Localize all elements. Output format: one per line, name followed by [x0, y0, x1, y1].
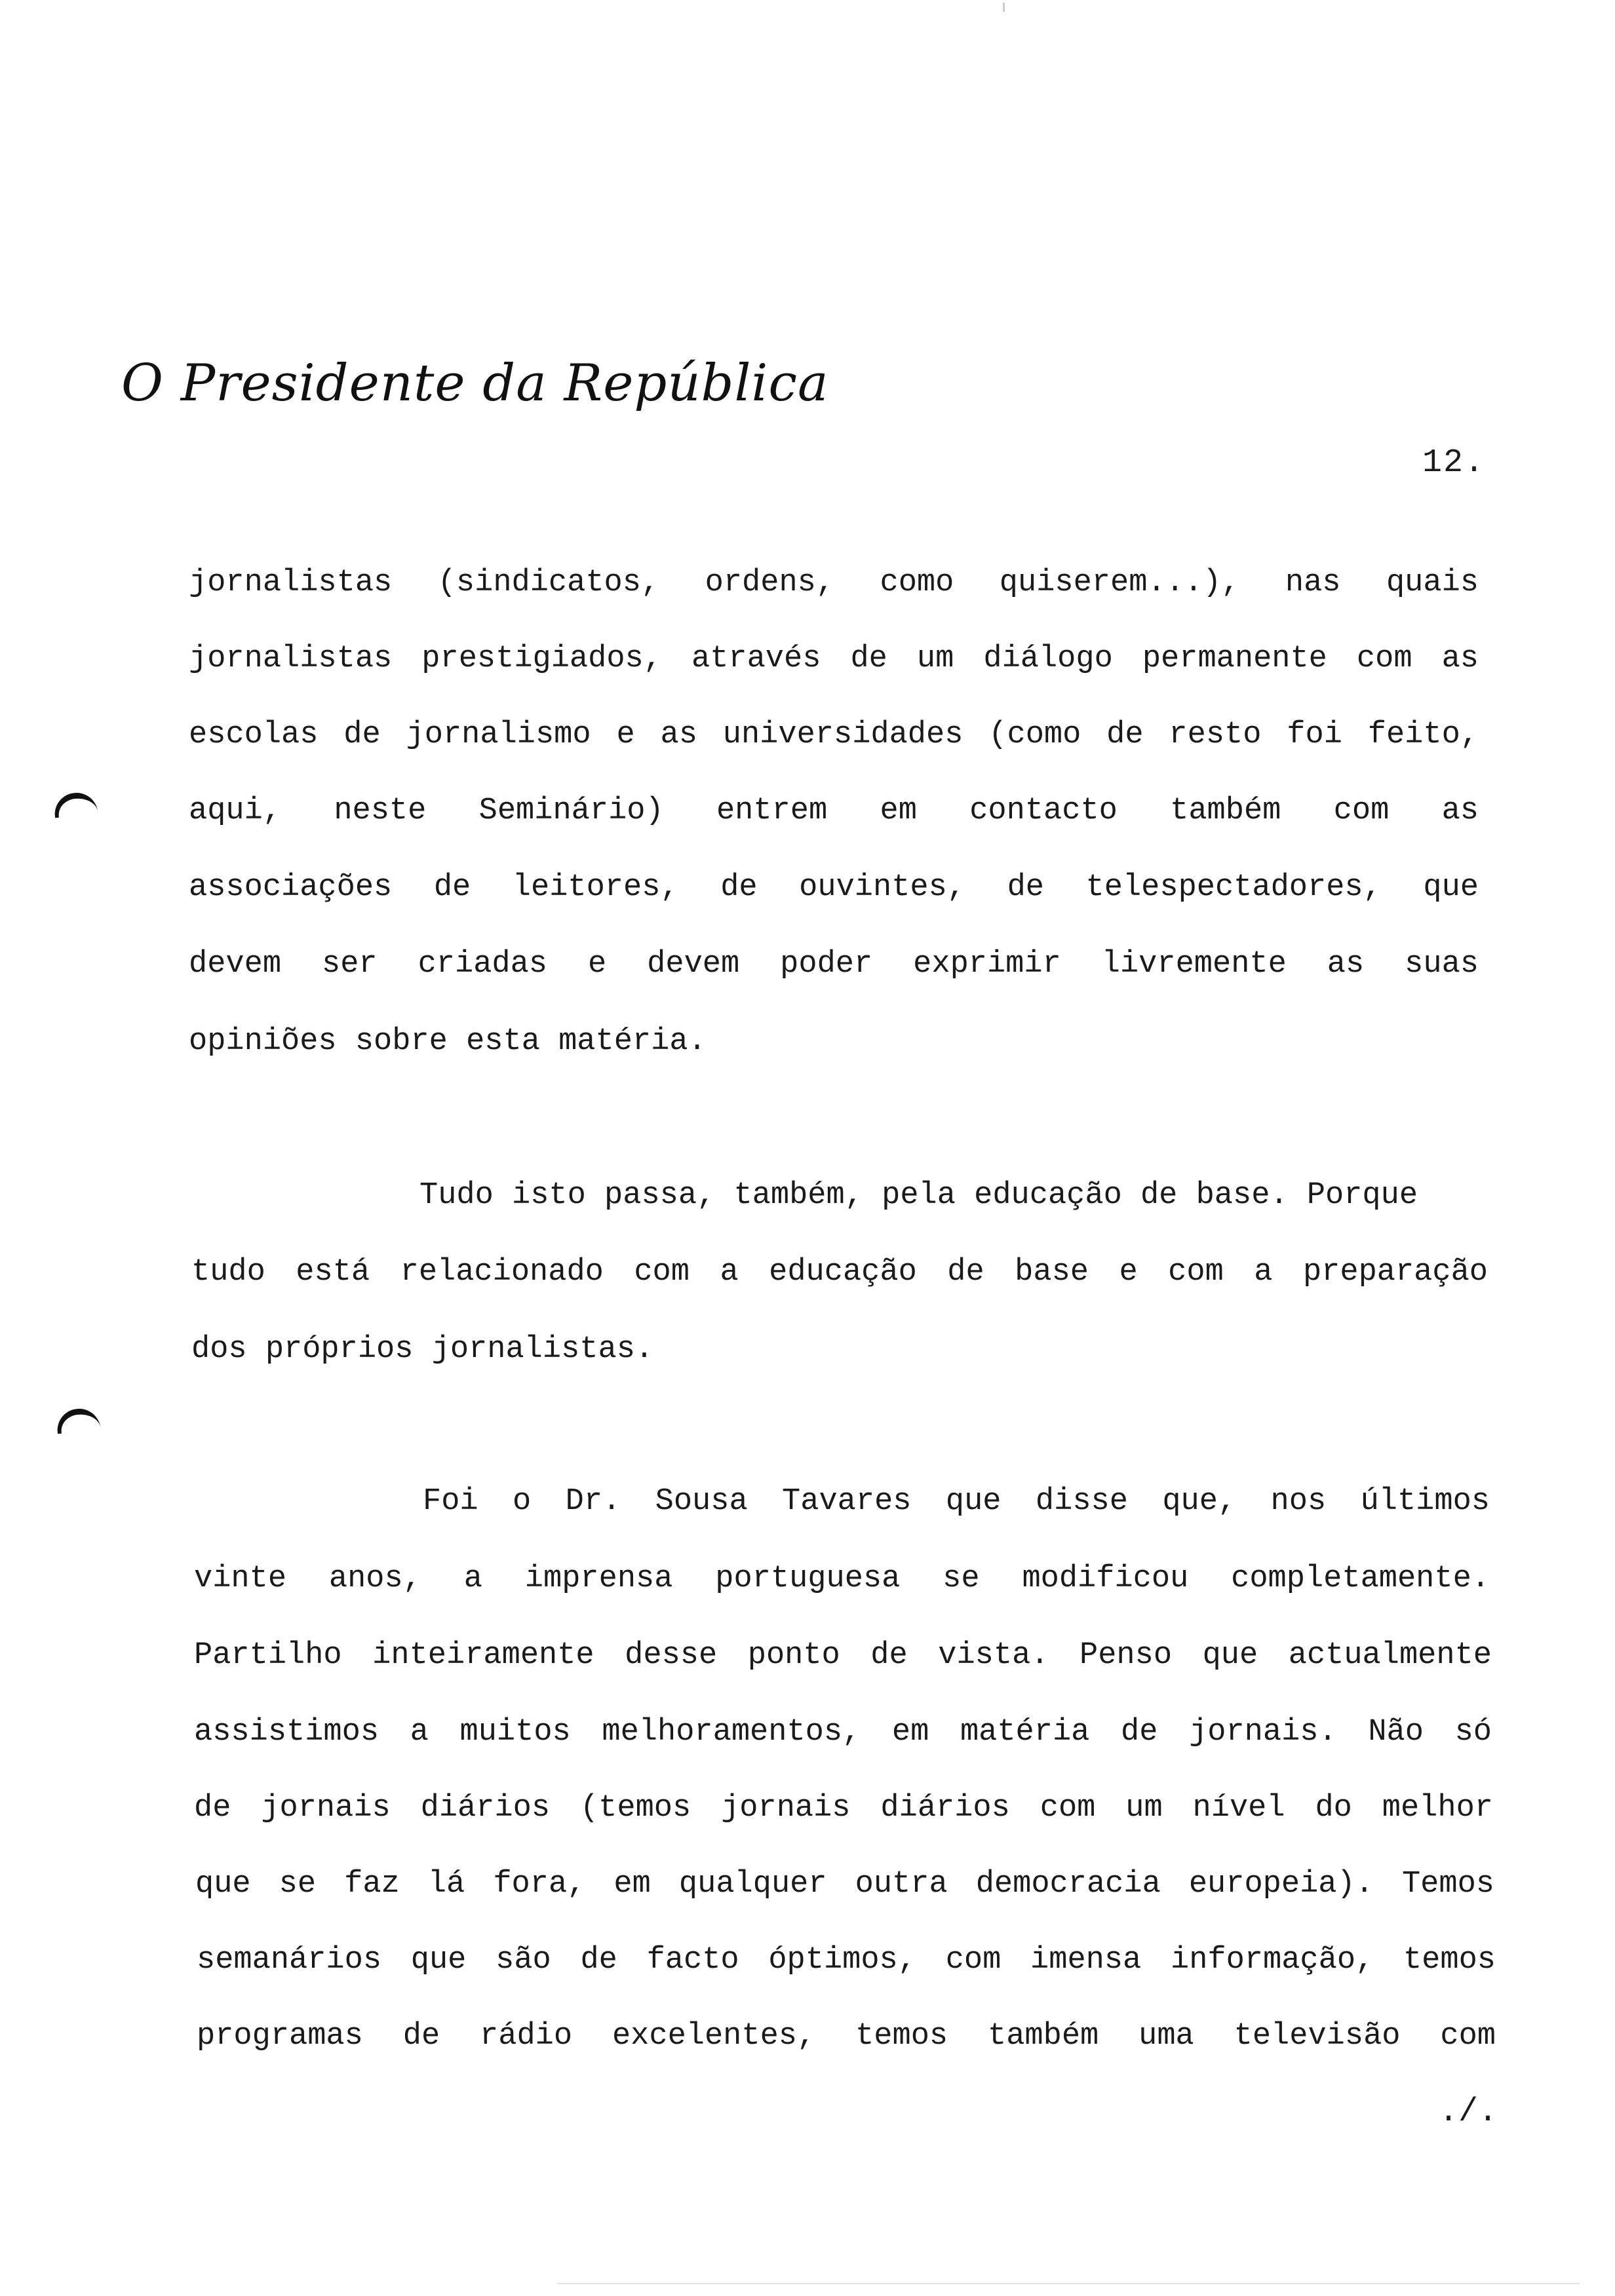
text-line: vinte anos, a imprensa portuguesa se modificou completamente.	[194, 1561, 1490, 1596]
scan-speck	[1003, 3, 1005, 12]
text-line: programas de rádio excelentes, temos também uma televisão com	[197, 2019, 1496, 2054]
text-line: jornalistas prestigiados, através de um diálogo permanente com as	[189, 641, 1479, 676]
text-line: tudo está relacionado com a educação de base e com a preparação	[191, 1255, 1488, 1290]
margin-punch-mark	[55, 1407, 100, 1434]
text-line: Tudo isto passa, também, pela educação de base. Porque	[419, 1178, 1418, 1213]
page-number: 12.	[1422, 444, 1486, 482]
text-line: opiniões sobre esta matéria.	[189, 1024, 707, 1059]
letterhead-title: O Presidente da República	[121, 354, 829, 413]
continuation-mark: ./.	[1439, 2094, 1498, 2131]
text-line: semanários que são de facto óptimos, com imensa informação, temos	[197, 1943, 1496, 1978]
text-line: jornalistas (sindicatos, ordens, como quiserem...), nas quais	[189, 565, 1479, 600]
text-line: assistimos a muitos melhoramentos, em matéria de jornais. Não só	[194, 1715, 1492, 1750]
text-line: dos próprios jornalistas.	[191, 1332, 654, 1367]
text-line: escolas de jornalismo e as universidades (como de resto foi feito,	[189, 718, 1479, 752]
text-line: associações de leitores, de ouvintes, de telespectadores, que	[189, 870, 1479, 905]
text-line: aqui, neste Seminário) entrem em contacto também com as	[189, 794, 1479, 828]
text-line: que se faz lá fora, em qualquer outra democracia europeia). Temos	[195, 1867, 1494, 1902]
text-line: de jornais diários (temos jornais diários com um nível do melhor	[194, 1791, 1493, 1826]
scan-edge	[557, 2283, 1580, 2284]
text-line: Partilho inteiramente desse ponto de vista. Penso que actualmente	[194, 1638, 1492, 1673]
margin-punch-mark	[52, 791, 98, 818]
text-line: devem ser criadas e devem poder exprimir livremente as suas	[189, 947, 1479, 982]
text-line: Foi o Dr. Sousa Tavares que disse que, nos últimos	[423, 1484, 1490, 1519]
